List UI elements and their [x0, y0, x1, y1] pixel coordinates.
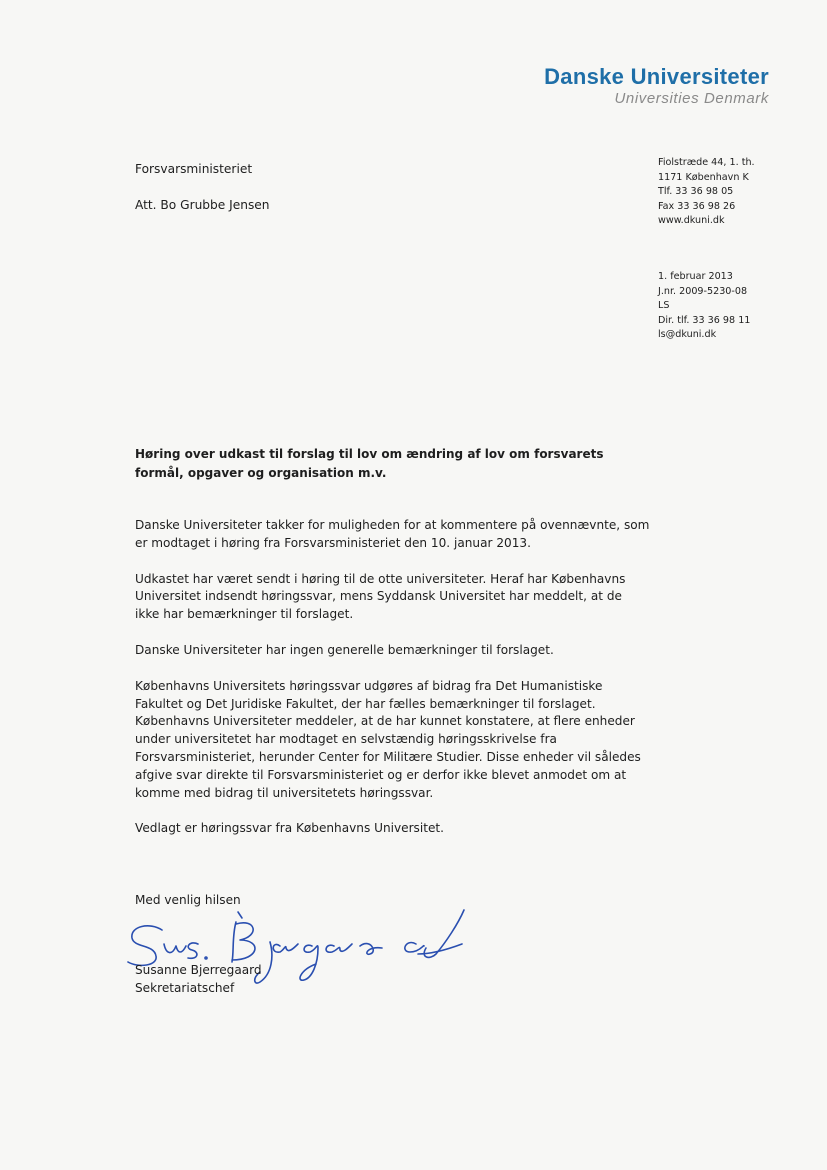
sender-fax: Fax 33 36 98 26	[658, 200, 736, 212]
paragraph: Danske Universiteter takker for muligheden for at kommentere på ovennævnte, som er modtaget i høring fra Forsvarsministeriet den 10. januar 2013.	[135, 518, 650, 550]
sender-web: www.dkuni.dk	[658, 215, 725, 226]
recipient-attention: Att. Bo Grubbe Jensen	[135, 198, 270, 212]
sender-street: Fiolstræde 44, 1. th.	[658, 157, 755, 168]
signer-block	[135, 962, 262, 998]
direct-phone: Dir. tlf. 33 36 98 11	[658, 314, 751, 326]
logo-subtitle: Universities Denmark	[614, 90, 769, 107]
letterhead-logo	[544, 64, 769, 108]
sender-address	[658, 156, 755, 229]
recipient-block	[135, 160, 270, 214]
letter-date: 1. februar 2013	[658, 271, 733, 282]
journal-number: J.nr. 2009-5230-08	[658, 285, 748, 297]
letter-meta	[658, 270, 750, 343]
paragraph: Københavns Universitets høringssvar udgøres af bidrag fra Det Humanistiske Fakultet og Det Juridiske Fakultet, der har fælles bemærkninger til forslaget. Københavns Universiteter meddeler, at de har kunnet konstatere, at flere enheder under universitetet har modtaget en selvstændig høringsskrivelse fra Forsvarsministeriet, herunder Center for Militære Studier. Disse enheder vil således afgive svar direkte til Forsvarsministeriet og er derfor ikke blevet anmodet om at komme med bidrag til universitetets høringssvar.	[135, 678, 641, 800]
initials: LS	[658, 300, 670, 311]
sender-city: 1171 København K	[658, 171, 749, 183]
logo-name: Danske Universiteter	[544, 64, 769, 89]
paragraph: Vedlagt er høringssvar fra Københavns Universitet.	[135, 821, 444, 836]
signer-name: Susanne Bjerregaard	[135, 963, 262, 977]
email: ls@dkuni.dk	[658, 329, 717, 340]
paragraph: Danske Universiteter har ingen generelle bemærkninger til forslaget.	[135, 642, 554, 657]
letter-body	[135, 517, 650, 856]
closing-greeting: Med venlig hilsen	[135, 893, 241, 907]
letter-subject: Høring over udkast til forslag til lov om ændring af lov om forsvarets formål, opgaver og organisation m.v.	[135, 447, 604, 480]
signer-title: Sekretariatschef	[135, 980, 235, 995]
recipient-name: Forsvarsministeriet	[135, 162, 253, 176]
sender-phone: Tlf. 33 36 98 05	[658, 186, 734, 197]
paragraph: Udkastet har været sendt i høring til de otte universiteter. Heraf har Københavns Universitet indsendt høringssvar, mens Syddansk Universitet har meddelt, at de ikke har bemærkninger til forslaget.	[135, 571, 626, 622]
